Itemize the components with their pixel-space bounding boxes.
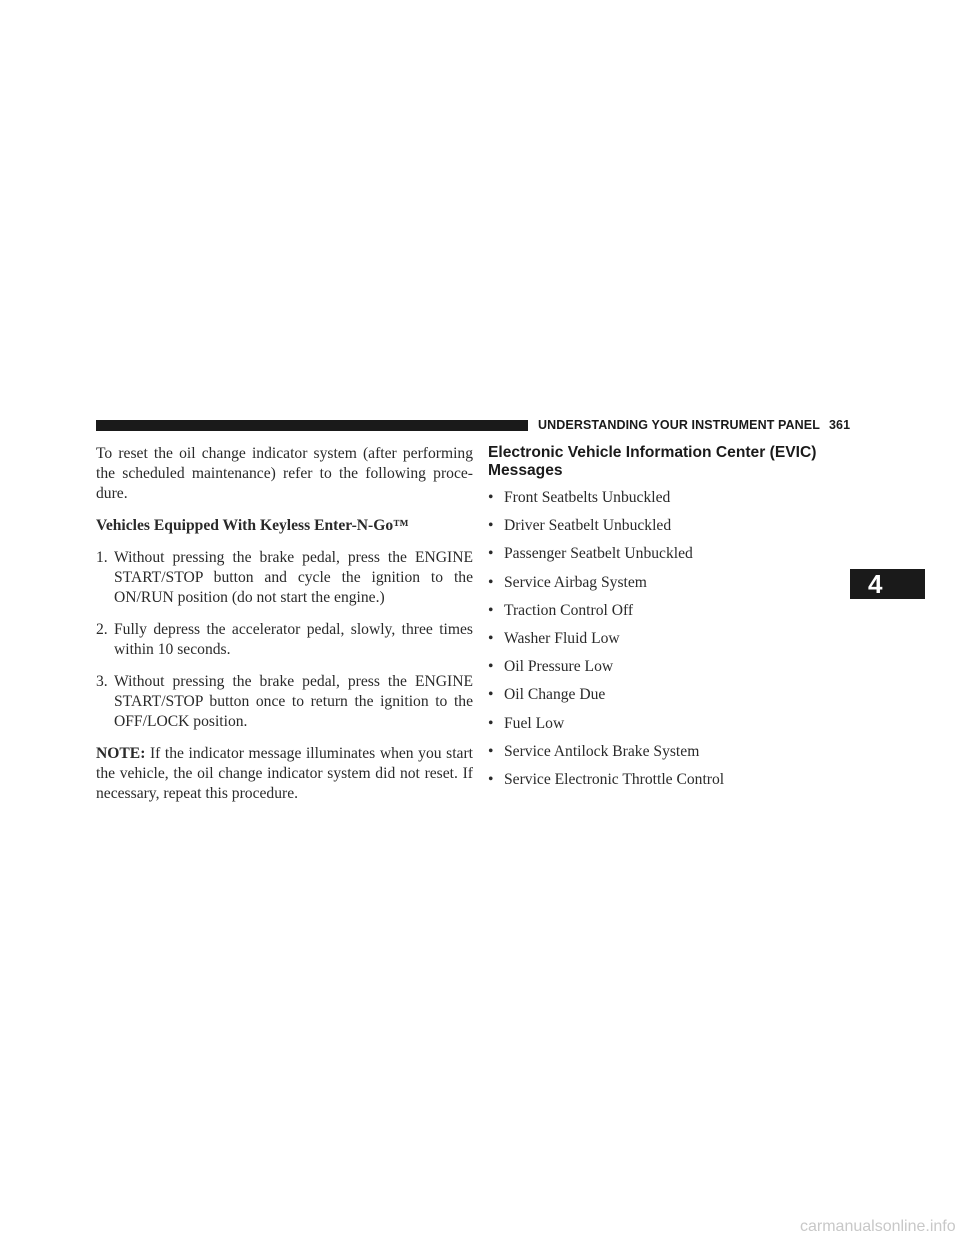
step-text: Without pressing the brake pedal, press the ENGINE START/STOP button once to return the ignition to the OFF/LOCK position. [114,673,473,730]
bullet-icon: • [488,742,494,760]
bullet-icon: • [488,658,494,676]
page-number: 361 [828,418,851,432]
intro-paragraph: To reset the oil change indicator system (after performing the scheduled maintenance) refer to the following proce-dure. [96,445,473,502]
step-text: Fully depress the accelerator pedal, slowly, three times within 10 seconds. [114,621,473,658]
watermark: carmanualsonline.info [800,1218,956,1235]
step-item [96,620,473,660]
step-number: 2. [96,621,108,638]
list-item-text: Oil Change Due [504,686,606,704]
step-item [96,548,473,608]
step-text: Without pressing the brake pedal, press the ENGINE START/STOP button and cycle the ignition to the ON/RUN position (do not start the engine.) [114,549,473,606]
list-item-text: Driver Seatbelt Unbuckled [504,517,672,535]
list-item [488,770,868,790]
running-header [538,418,850,432]
list-item [488,629,868,649]
bullet-icon: • [488,545,494,563]
list-item-text: Washer Fluid Low [504,629,620,647]
list-item [488,544,868,564]
list-item-text: Front Seatbelts Unbuckled [504,489,671,506]
step-item [96,672,473,732]
bullet-icon: • [488,517,494,535]
bullet-icon: • [488,714,494,732]
list-item-text: Service Electronic Throttle Control [504,770,725,788]
bullet-icon: • [488,629,494,647]
list-item-text: Fuel Low [504,714,565,732]
list-item-text: Oil Pressure Low [504,658,614,676]
right-column [488,444,868,798]
list-item [488,657,868,677]
note-text: If the indicator message illuminates when you start the vehicle, the oil change indicator system did not reset. If necessary, repeat this procedure. [96,745,473,802]
list-item [488,742,868,762]
list-item [488,516,868,536]
subheading: Vehicles Equipped With Keyless Enter-N-Go™ [96,517,409,534]
evic-message-list [488,488,868,790]
note-paragraph [96,744,473,804]
bullet-icon: • [488,686,494,704]
list-item [488,714,868,734]
bullet-icon: • [488,770,494,788]
header-title: UNDERSTANDING YOUR INSTRUMENT PANEL [538,418,820,432]
chapter-tab: 4 [850,569,925,599]
list-item-text: Traction Control Off [504,601,634,619]
header-rule [96,420,528,431]
section-title: Electronic Vehicle Information Center (EVIC) Messages [488,444,817,479]
list-item [488,685,868,705]
list-item-text: Passenger Seatbelt Unbuckled [504,545,693,563]
note-label: NOTE: [96,745,146,762]
step-number: 1. [96,549,108,566]
list-item-text: Service Airbag System [504,573,647,591]
procedure-steps [96,548,473,732]
list-item [488,601,868,621]
bullet-icon: • [488,573,494,591]
left-column [96,444,473,804]
bullet-icon: • [488,489,494,506]
list-item-text: Service Antilock Brake System [504,742,700,760]
step-number: 3. [96,673,108,690]
list-item [488,488,868,508]
list-item [488,573,868,593]
bullet-icon: • [488,601,494,619]
